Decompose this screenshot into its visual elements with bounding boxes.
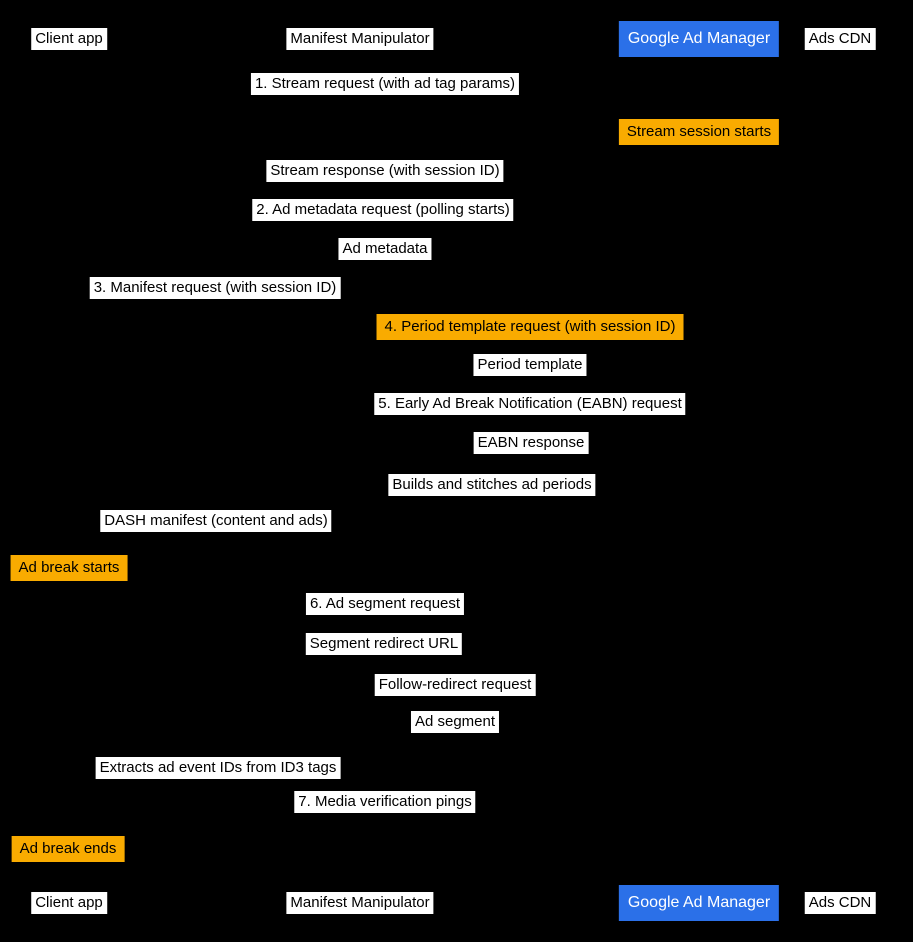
message-label: 6. Ad segment request — [306, 593, 464, 615]
note-label: Ad break starts — [11, 555, 128, 581]
message-label: Period template — [473, 354, 586, 376]
message-label: 3. Manifest request (with session ID) — [90, 277, 341, 299]
message-label: Segment redirect URL — [306, 633, 462, 655]
actor-manifest-manipulator-bottom: Manifest Manipulator — [286, 892, 433, 914]
message-label: Follow-redirect request — [375, 674, 536, 696]
message-label: Builds and stitches ad periods — [388, 474, 595, 496]
note-label: Ad break ends — [12, 836, 125, 862]
actor-ads-cdn-top: Ads CDN — [805, 28, 876, 50]
message-label: 2. Ad metadata request (polling starts) — [252, 199, 513, 221]
message-label: Stream response (with session ID) — [266, 160, 503, 182]
actor-client-app-bottom: Client app — [31, 892, 107, 914]
message-label: EABN response — [474, 432, 589, 454]
actor-google-ad-manager-bottom: Google Ad Manager — [619, 885, 779, 921]
message-label: DASH manifest (content and ads) — [100, 510, 331, 532]
note-label: 4. Period template request (with session ID) — [377, 314, 684, 340]
note-label: Stream session starts — [619, 119, 779, 145]
message-label: Ad segment — [411, 711, 499, 733]
message-label: 1. Stream request (with ad tag params) — [251, 73, 519, 95]
actor-google-ad-manager-top: Google Ad Manager — [619, 21, 779, 57]
message-label: 5. Early Ad Break Notification (EABN) request — [374, 393, 685, 415]
actor-client-app-top: Client app — [31, 28, 107, 50]
message-label: Extracts ad event IDs from ID3 tags — [96, 757, 341, 779]
message-label: Ad metadata — [338, 238, 431, 260]
actor-manifest-manipulator-top: Manifest Manipulator — [286, 28, 433, 50]
actor-ads-cdn-bottom: Ads CDN — [805, 892, 876, 914]
message-label: 7. Media verification pings — [294, 791, 475, 813]
